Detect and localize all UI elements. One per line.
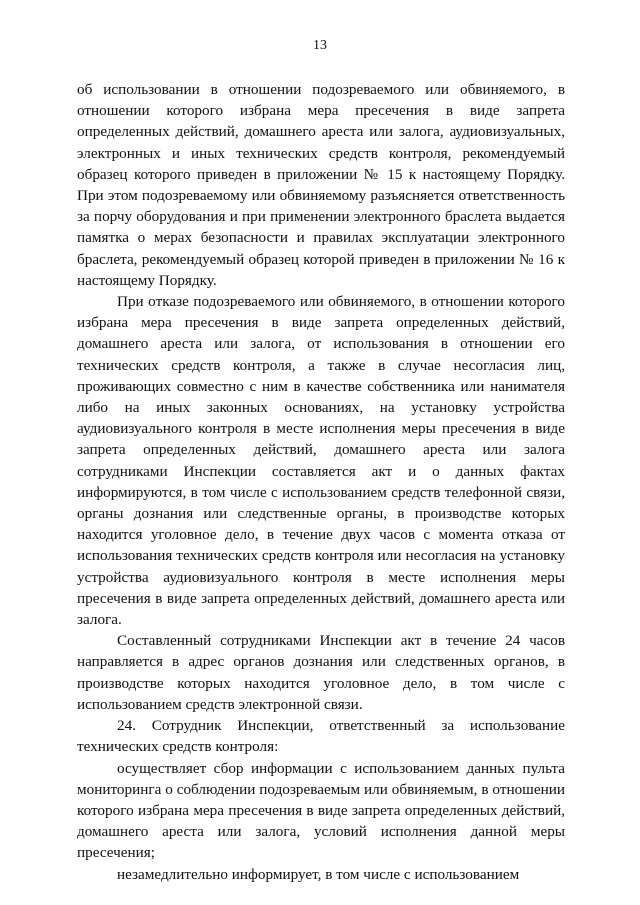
paragraph-continuation: об использовании в отношении подозреваемого или обвиняемого, в отношении которого избрана мера пресечения в виде запрета определенных действий, домашнего ареста или залога, аудиовизуальных, электронных и иных технических средств контроля, рекомендуемый образец которого приведен в приложении № 15 к настоящему Порядку. При этом подозреваемому или обвиняемому разъясняется ответственность за порчу оборудования и при применении электронного браслета выдается памятка о мерах безопасности и правилах эксплуатации электронного браслета, рекомендуемый образец которой приведен в приложении № 16 к настоящему Порядку. xyxy=(77,81,565,289)
page-number: 13 xyxy=(313,38,327,53)
paragraph-refusal: При отказе подозреваемого или обвиняемого, в отношении которого избрана мера пресечения в виде запрета определенных действий, домашнего ареста или залога, от использования в отношении его технических средств контроля, а также в случае несогласия лиц, проживающих совместно с ним в качестве собственника или нанимателя либо на иных законных основаниях, на установку устройства аудиовизуального контроля в месте исполнения меры пресечения в виде запрета определенных действий, домашнего ареста или залога сотрудниками Инспекции составляется акт и о данных фактах информируются, в том числе с использованием средств телефонной связи, органы дознания или следственные органы, в производстве которых находится уголовное дело, в течение двух часов с момента отказа от использования технических средств контроля или несогласия на установку устройства аудиовизуального контроля в месте исполнения меры пресечения в виде запрета определенных действий, домашнего ареста или залога. xyxy=(77,293,565,629)
paragraph-item-24: 24. Сотрудник Инспекции, ответственный за использование технических средств контроля: xyxy=(77,717,565,756)
paragraph-collects-info: осуществляет сбор информации с использованием данных пульта мониторинга о соблюдении подозреваемым или обвиняемым, в отношении которого избрана мера пресечения в виде запрета определенных действий, домашнего ареста или залога, условий исполнения данной меры пресечения; xyxy=(77,759,565,862)
paragraph-act: Составленный сотрудниками Инспекции акт в течение 24 часов направляется в адрес органов дознания или следственных органов, в производстве которых находится уголовное дело, в том числе с использованием средств электронной связи. xyxy=(77,632,565,713)
document-body xyxy=(77,79,565,885)
paragraph-informs: незамедлительно информирует, в том числе с использованием xyxy=(117,865,520,883)
